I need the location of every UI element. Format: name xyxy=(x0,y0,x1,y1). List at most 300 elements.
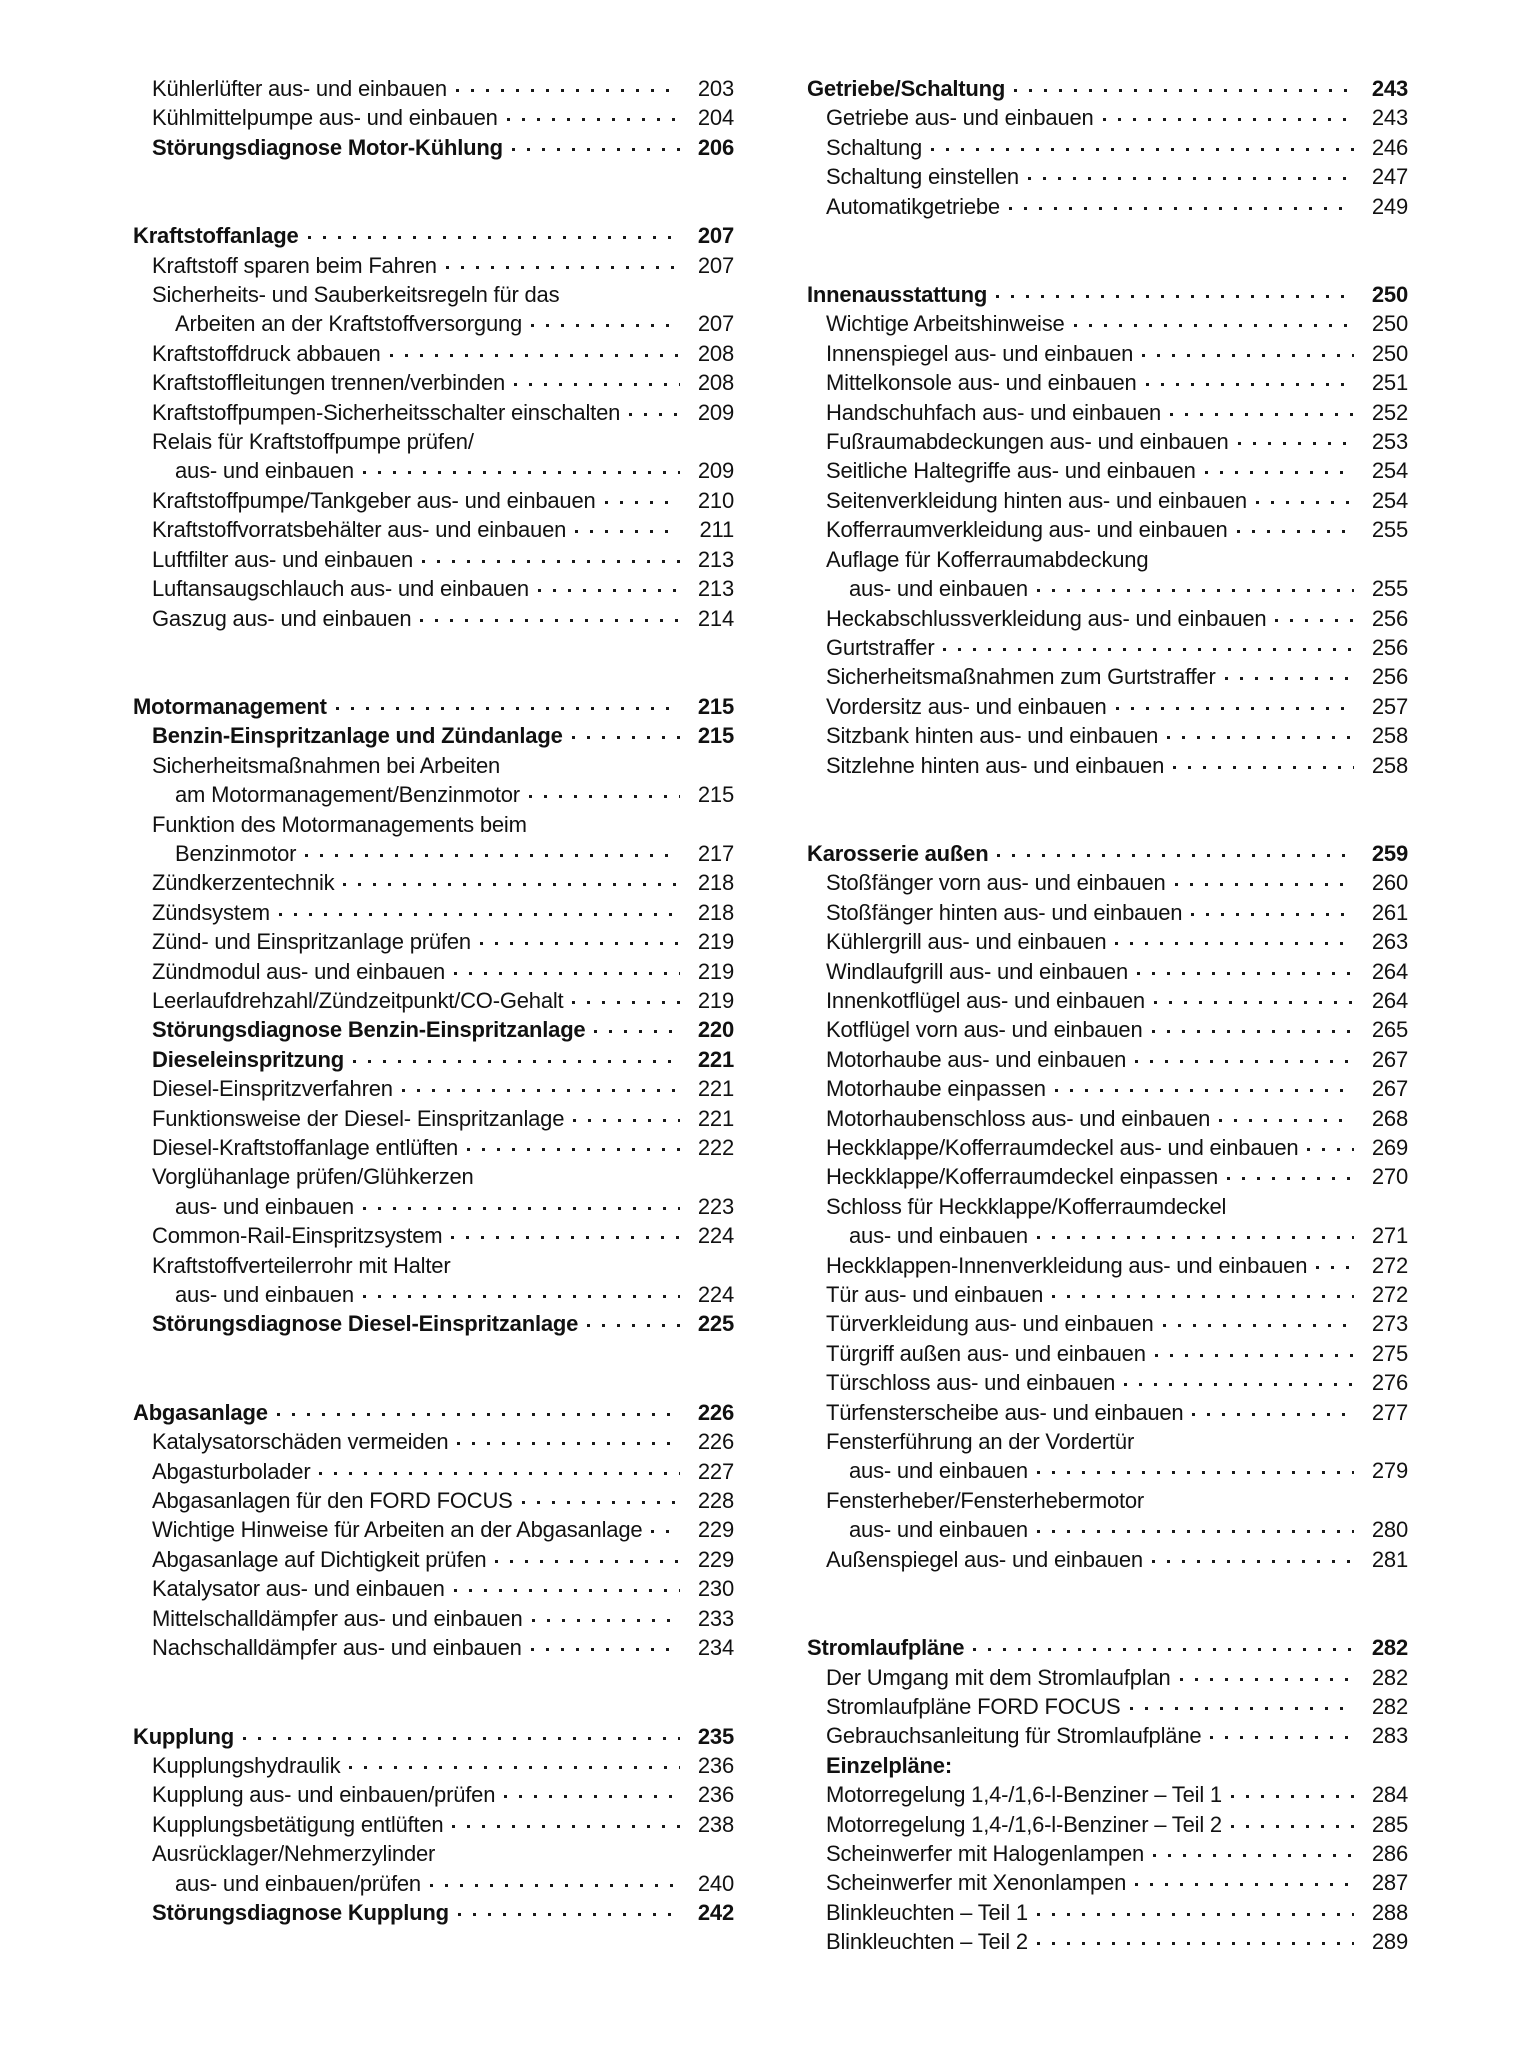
dot-leader xyxy=(1052,1280,1354,1302)
toc-entry xyxy=(133,1574,734,1603)
toc-entry-label: Kofferraumverkleidung aus- und einbauen xyxy=(826,517,1228,543)
toc-entry-label: Kraftstoffpumpen-Sicherheitsschalter einschalten xyxy=(152,399,621,425)
toc-page-number: 240 xyxy=(697,1870,734,1896)
toc-page-number: 215 xyxy=(697,693,734,719)
dot-leader xyxy=(931,133,1354,155)
toc-entry-label: Kupplungshydraulik xyxy=(152,1752,341,1778)
toc-page-number: 255 xyxy=(1371,576,1408,602)
toc-entry xyxy=(133,1192,734,1221)
dot-leader xyxy=(402,1074,680,1096)
toc-page-number: 249 xyxy=(1371,193,1408,219)
toc-entry xyxy=(807,574,1408,603)
toc-page-number: 219 xyxy=(697,987,734,1013)
dot-leader xyxy=(1175,868,1354,890)
dot-leader xyxy=(446,251,680,273)
toc-page-number: 238 xyxy=(697,1811,734,1837)
toc-entry-label: Kraftstoffdruck abbauen xyxy=(152,340,381,366)
toc-entry-label: Automatikgetriebe xyxy=(826,193,1000,219)
toc-entry xyxy=(807,1280,1408,1309)
toc-page-number: 247 xyxy=(1371,164,1408,190)
toc-section-header xyxy=(807,1633,1408,1662)
toc-entry-label: Getriebe aus- und einbauen xyxy=(826,105,1094,131)
dot-leader xyxy=(1219,1104,1354,1126)
dot-leader xyxy=(1124,1368,1354,1390)
toc-entry xyxy=(807,162,1408,191)
dot-leader xyxy=(973,1633,1354,1655)
toc-section xyxy=(133,221,734,633)
dot-leader xyxy=(575,515,680,537)
toc-entry-label: Der Umgang mit dem Stromlaufplan xyxy=(826,1664,1171,1690)
toc-entry-label: Motormanagement xyxy=(133,693,327,719)
toc-entry xyxy=(133,545,734,574)
toc-page-number: 213 xyxy=(697,576,734,602)
toc-page-number: 256 xyxy=(1371,634,1408,660)
toc-entry-label: Abgasanlage xyxy=(133,1399,268,1425)
toc-entry xyxy=(807,1927,1408,1956)
toc-entry xyxy=(133,868,734,897)
toc-page-number: 254 xyxy=(1371,458,1408,484)
toc-page-number: 224 xyxy=(697,1223,734,1249)
toc-entry xyxy=(807,1427,1408,1456)
toc-entry-label: Fensterheber/Fensterhebermotor xyxy=(826,1487,1145,1513)
toc-entry-label: Abgasanlage auf Dichtigkeit prüfen xyxy=(152,1546,487,1572)
toc-entry-label: aus- und einbauen xyxy=(175,1282,354,1308)
toc-page-number: 276 xyxy=(1371,1370,1408,1396)
toc-page-number: 272 xyxy=(1371,1282,1408,1308)
toc-entry-label: Heckklappe/Kofferraumdeckel aus- und einbauen xyxy=(826,1135,1299,1160)
toc-entry-label: Tür aus- und einbauen xyxy=(826,1282,1044,1308)
toc-page-number: 250 xyxy=(1371,282,1408,308)
toc-entry-label: Innenkotflügel aus- und einbauen xyxy=(826,987,1145,1013)
toc-entry xyxy=(807,721,1408,750)
toc-entry xyxy=(807,368,1408,397)
toc-entry-label: Schloss für Heckklappe/Kofferraumdeckel xyxy=(826,1193,1227,1219)
dot-leader xyxy=(1103,103,1354,125)
toc-page-number: 218 xyxy=(697,870,734,896)
toc-entry-label: Störungsdiagnose Diesel-Einspritzanlage xyxy=(152,1311,579,1337)
toc-entry xyxy=(133,1545,734,1574)
toc-entry xyxy=(807,1339,1408,1368)
dot-leader xyxy=(279,898,680,920)
toc-entry xyxy=(807,1868,1408,1897)
toc-entry-label: Kupplung aus- und einbauen/prüfen xyxy=(152,1782,496,1808)
toc-entry xyxy=(133,515,734,544)
dot-leader xyxy=(1231,1780,1354,1802)
toc-entry xyxy=(807,192,1408,221)
dot-leader xyxy=(1115,927,1354,949)
toc-entry xyxy=(807,1692,1408,1721)
toc-entry-label: Sitzlehne hinten aus- und einbauen xyxy=(826,752,1165,778)
toc-entry-label: Heckabschlussverkleidung aus- und einbauen xyxy=(826,605,1267,631)
dot-leader xyxy=(514,368,680,390)
toc-page-number: 206 xyxy=(697,134,734,160)
dot-leader xyxy=(997,839,1354,861)
toc-page-number: 286 xyxy=(1371,1840,1408,1866)
toc-page-number: 209 xyxy=(697,458,734,484)
toc-entry xyxy=(133,839,734,868)
dot-leader xyxy=(343,868,680,890)
toc-entry xyxy=(807,1309,1408,1338)
toc-entry xyxy=(133,280,734,309)
toc-entry-label: Türschloss aus- und einbauen xyxy=(826,1370,1116,1396)
toc-entry-label: Sicherheits- und Sauberkeitsregeln für das xyxy=(152,282,560,308)
toc-page-number: 250 xyxy=(1371,311,1408,337)
dot-leader xyxy=(532,1604,681,1626)
dot-leader xyxy=(1014,74,1354,96)
dot-leader xyxy=(504,1780,680,1802)
dot-leader xyxy=(1037,574,1354,596)
dot-leader xyxy=(1037,1221,1354,1243)
toc-entry xyxy=(133,398,734,427)
toc-entry-label: Arbeiten an der Kraftstoffversorgung xyxy=(175,311,523,337)
toc-entry-label: Relais für Kraftstoffpumpe prüfen/ xyxy=(152,429,474,455)
toc-entry xyxy=(807,662,1408,691)
toc-entry xyxy=(807,633,1408,662)
toc-entry xyxy=(133,1486,734,1515)
toc-page-number: 215 xyxy=(697,782,734,808)
dot-leader xyxy=(1225,662,1354,684)
toc-page-number: 221 xyxy=(697,1076,734,1102)
toc-page-number: 277 xyxy=(1371,1399,1408,1425)
toc-entry-label: aus- und einbauen xyxy=(175,1193,354,1219)
toc-page-number: 243 xyxy=(1371,76,1408,101)
toc-entry xyxy=(133,1633,734,1662)
toc-entry xyxy=(807,1015,1408,1044)
toc-page-number: 252 xyxy=(1371,399,1408,425)
toc-entry-label: Stoßfänger hinten aus- und einbauen xyxy=(826,899,1183,925)
toc-page-number: 203 xyxy=(697,76,734,101)
toc-page-number: 270 xyxy=(1371,1164,1408,1190)
toc-section xyxy=(807,1633,1408,1956)
toc-page-number: 222 xyxy=(697,1135,734,1160)
toc-page-number: 236 xyxy=(697,1752,734,1778)
toc-page-number: 220 xyxy=(697,1017,734,1043)
toc-entry-label: aus- und einbauen xyxy=(849,576,1028,602)
dot-leader xyxy=(1037,1456,1354,1478)
toc-page-number: 275 xyxy=(1371,1340,1408,1366)
toc-entry-label: Kühlergrill aus- und einbauen xyxy=(826,929,1107,955)
toc-page-number: 219 xyxy=(697,929,734,955)
dot-leader xyxy=(1074,309,1354,331)
toc-entry-label: aus- und einbauen xyxy=(175,458,354,484)
dot-leader xyxy=(363,1280,680,1302)
dot-leader xyxy=(390,339,680,361)
toc-page-number: 269 xyxy=(1371,1135,1408,1160)
dot-leader xyxy=(277,1398,680,1420)
toc-page-number: 258 xyxy=(1371,752,1408,778)
toc-entry xyxy=(807,1780,1408,1809)
toc-entry-label: Wichtige Arbeitshinweise xyxy=(826,311,1065,337)
toc-entry-label: Nachschalldämpfer aus- und einbauen xyxy=(152,1635,522,1661)
toc-entry-label: Dieseleinspritzung xyxy=(152,1046,344,1072)
toc-entry-label: Stromlaufpläne xyxy=(807,1635,965,1661)
dot-leader xyxy=(531,309,680,331)
toc-entry xyxy=(133,1839,734,1868)
dot-leader xyxy=(452,1810,680,1832)
toc-page-number: 287 xyxy=(1371,1870,1408,1896)
dot-leader xyxy=(363,456,680,478)
toc-page-number: 264 xyxy=(1371,987,1408,1013)
dot-leader xyxy=(305,839,680,861)
dot-leader xyxy=(605,486,680,508)
toc-entry xyxy=(133,1104,734,1133)
toc-entry-label: Innenausstattung xyxy=(807,282,988,308)
toc-entry-label: Heckklappen-Innenverkleidung aus- und einbauen xyxy=(826,1252,1308,1278)
toc-page-number: 208 xyxy=(697,370,734,396)
toc-page-number: 218 xyxy=(697,899,734,925)
dot-leader xyxy=(1205,456,1354,478)
toc-entry-label: Einzelpläne: xyxy=(826,1752,952,1778)
toc-entry-label: Stromlaufpläne FORD FOCUS xyxy=(826,1693,1121,1719)
toc-page-number: 258 xyxy=(1371,723,1408,749)
dot-leader xyxy=(1037,1927,1354,1949)
toc-entry-label: Außenspiegel aus- und einbauen xyxy=(826,1546,1143,1572)
toc-entry-label: Sitzbank hinten aus- und einbauen xyxy=(826,723,1159,749)
dot-leader xyxy=(1227,1162,1354,1184)
dot-leader xyxy=(1192,1398,1354,1420)
toc-page-number: 259 xyxy=(1371,840,1408,866)
toc-page-number: 217 xyxy=(697,840,734,866)
dot-leader xyxy=(1135,1868,1354,1890)
toc-entry xyxy=(133,957,734,986)
toc-entry-label: Abgasanlagen für den FORD FOCUS xyxy=(152,1488,513,1514)
dot-leader xyxy=(451,1221,680,1243)
toc-entry xyxy=(807,339,1408,368)
toc-page-number: 256 xyxy=(1371,605,1408,631)
toc-entry-label: Blinkleuchten – Teil 2 xyxy=(826,1929,1028,1955)
toc-entry xyxy=(807,1486,1408,1515)
toc-page-number: 246 xyxy=(1371,134,1408,160)
toc-page-number: 209 xyxy=(697,399,734,425)
toc-entry xyxy=(807,1074,1408,1103)
toc-entry xyxy=(133,1162,734,1191)
dot-leader xyxy=(1154,986,1354,1008)
toc-entry xyxy=(807,1839,1408,1868)
toc-entry-label: Motorregelung 1,4-/1,6-l-Benziner – Teil 2 xyxy=(826,1811,1222,1837)
toc-section xyxy=(807,839,1408,1574)
toc-entry xyxy=(133,427,734,456)
toc-entry-label: Karosserie außen xyxy=(807,840,989,866)
dot-leader xyxy=(572,721,680,743)
toc-entry-label: Schaltung einstellen xyxy=(826,164,1019,190)
toc-entry xyxy=(807,1251,1408,1280)
dot-leader xyxy=(458,1898,680,1920)
toc-entry xyxy=(807,986,1408,1015)
toc-page-number: 207 xyxy=(697,252,734,278)
toc-entry xyxy=(807,898,1408,927)
toc-section-header xyxy=(133,1722,734,1751)
toc-entry xyxy=(133,1869,734,1898)
toc-entry-label: Störungsdiagnose Benzin-Einspritzanlage xyxy=(152,1017,586,1043)
toc-entry xyxy=(133,103,734,132)
toc-entry xyxy=(133,456,734,485)
toc-entry-label: Kühlmittelpumpe aus- und einbauen xyxy=(152,105,498,131)
dot-leader xyxy=(943,633,1354,655)
toc-entry-label: aus- und einbauen xyxy=(849,1223,1028,1249)
toc-page-number: 254 xyxy=(1371,487,1408,513)
toc-entry-label: Zündkerzentechnik xyxy=(152,870,335,896)
toc-entry-label: Störungsdiagnose Kupplung xyxy=(152,1899,449,1925)
toc-entry xyxy=(807,545,1408,574)
toc-entry-label: Ausrücklager/Nehmerzylinder xyxy=(152,1841,436,1867)
toc-entry-label: Motorregelung 1,4-/1,6-l-Benziner – Teil 1 xyxy=(826,1782,1222,1808)
toc-entry-label: Sicherheitsmaßnahmen zum Gurtstraffer xyxy=(826,664,1216,690)
dot-leader xyxy=(243,1722,680,1744)
toc-page-number: 221 xyxy=(697,1105,734,1131)
dot-leader xyxy=(1167,721,1354,743)
toc-entry xyxy=(807,604,1408,633)
toc-entry-label: Scheinwerfer mit Halogenlampen xyxy=(826,1840,1145,1866)
toc-entry xyxy=(807,1104,1408,1133)
toc-entry xyxy=(133,1280,734,1309)
toc-entry-label: Funktion des Motormanagements beim xyxy=(152,811,527,837)
toc-page-number: 265 xyxy=(1371,1017,1408,1043)
toc-entry-label: Motorhaube einpassen xyxy=(826,1076,1046,1102)
toc-entry-label: Kotflügel vorn aus- und einbauen xyxy=(826,1017,1143,1043)
toc-entry xyxy=(807,1162,1408,1191)
dot-leader xyxy=(480,927,680,949)
dot-leader xyxy=(996,280,1354,302)
toc-page-number: 208 xyxy=(697,340,734,366)
toc-page-number: 280 xyxy=(1371,1517,1408,1543)
toc-entry-label: Kraftstoffanlage xyxy=(133,223,299,249)
toc-entry-label: aus- und einbauen xyxy=(849,1458,1028,1484)
toc-entry xyxy=(807,1810,1408,1839)
toc-entry-label: Zündmodul aus- und einbauen xyxy=(152,958,446,984)
dot-leader xyxy=(454,957,680,979)
toc-entry-label: Auflage für Kofferraumabdeckung xyxy=(826,546,1149,572)
toc-page-number: 226 xyxy=(697,1429,734,1455)
toc-page-number: 224 xyxy=(697,1282,734,1308)
toc-page-number: 233 xyxy=(697,1605,734,1631)
toc-entry-label: Gurtstraffer xyxy=(826,634,935,660)
toc-section-header xyxy=(133,1398,734,1427)
toc-entry-label: Türverkleidung aus- und einbauen xyxy=(826,1311,1154,1337)
toc-page-number: 257 xyxy=(1371,693,1408,719)
toc-entry xyxy=(807,427,1408,456)
toc-entry-label: Wichtige Hinweise für Arbeiten an der Abgasanlage xyxy=(152,1517,643,1543)
toc-page-number: 204 xyxy=(697,105,734,131)
toc-entry-label: Mittelschalldämpfer aus- und einbauen xyxy=(152,1605,523,1631)
toc-page-number: 271 xyxy=(1371,1223,1408,1249)
toc-page-number: 272 xyxy=(1371,1252,1408,1278)
toc-entry-label: Kraftstoffverteilerrohr mit Halter xyxy=(152,1252,451,1278)
toc-entry-label: Störungsdiagnose Motor-Kühlung xyxy=(152,134,503,160)
toc-entry xyxy=(133,368,734,397)
toc-page-number: 243 xyxy=(1371,105,1408,131)
dot-leader xyxy=(1116,692,1354,714)
toc-entry xyxy=(807,1221,1408,1250)
toc-entry xyxy=(133,1515,734,1544)
toc-section xyxy=(807,280,1408,780)
toc-entry-label: Motorhaube aus- und einbauen xyxy=(826,1046,1127,1072)
toc-section xyxy=(133,1722,734,1928)
toc-section-header xyxy=(807,839,1408,868)
toc-entry-label: Scheinwerfer mit Xenonlampen xyxy=(826,1870,1127,1896)
toc-entry-label: Seitliche Haltegriffe aus- und einbauen xyxy=(826,458,1196,484)
toc-entry-label: Gaszug aus- und einbauen xyxy=(152,605,412,631)
toc-page-number: 215 xyxy=(697,723,734,749)
toc-entry xyxy=(133,986,734,1015)
dot-leader xyxy=(1163,1309,1355,1331)
toc-entry xyxy=(807,1045,1408,1074)
dot-leader xyxy=(1009,192,1354,214)
toc-entry xyxy=(807,1515,1408,1544)
toc-page-number: 263 xyxy=(1371,929,1408,955)
toc-entry xyxy=(807,1721,1408,1750)
toc-entry xyxy=(807,1545,1408,1574)
dot-leader xyxy=(529,780,680,802)
dot-leader xyxy=(456,74,680,96)
toc-entry-label: Kupplung xyxy=(133,1723,235,1749)
toc-entry xyxy=(807,868,1408,897)
dot-leader xyxy=(1028,162,1354,184)
dot-leader xyxy=(1316,1251,1354,1273)
toc-entry xyxy=(807,1456,1408,1485)
toc-entry-label: Kraftstoff sparen beim Fahren xyxy=(152,252,437,278)
toc-page-number: 256 xyxy=(1371,664,1408,690)
toc-entry-label: Kupplungsbetätigung entlüften xyxy=(152,1811,444,1837)
toc-entry xyxy=(133,1898,734,1927)
toc-page-number: 268 xyxy=(1371,1105,1408,1131)
toc-entry-label: aus- und einbauen/prüfen xyxy=(175,1870,421,1896)
dot-leader xyxy=(1191,898,1354,920)
toc-entry-label: Handschuhfach aus- und einbauen xyxy=(826,399,1162,425)
toc-page-number: 228 xyxy=(697,1488,734,1514)
toc-entry xyxy=(133,1045,734,1074)
toc-page-number: 273 xyxy=(1371,1311,1408,1337)
toc-entry-label: Schaltung xyxy=(826,134,923,160)
dot-leader xyxy=(1142,339,1354,361)
toc-entry-label: Fußraumabdeckungen aus- und einbauen xyxy=(826,429,1229,455)
toc-entry-label: Diesel-Kraftstoffanlage entlüften xyxy=(152,1135,459,1160)
toc-entry xyxy=(807,103,1408,132)
toc-entry xyxy=(133,1221,734,1250)
toc-page-number: 281 xyxy=(1371,1546,1408,1572)
dot-leader xyxy=(1173,751,1354,773)
toc-column-left xyxy=(133,74,734,1927)
toc-page-number: 260 xyxy=(1371,870,1408,896)
dot-leader xyxy=(1210,1721,1354,1743)
dot-leader xyxy=(573,1104,680,1126)
dot-leader xyxy=(1130,1692,1354,1714)
toc-entry-label: Benzin-Einspritzanlage und Zündanlage xyxy=(152,723,563,749)
toc-entry xyxy=(807,1192,1408,1221)
toc-entry-label: Zünd- und Einspritzanlage prüfen xyxy=(152,929,471,955)
toc-entry xyxy=(807,1898,1408,1927)
dot-leader xyxy=(308,221,681,243)
dot-leader xyxy=(1137,957,1354,979)
dot-leader xyxy=(349,1751,680,1773)
toc-entry xyxy=(807,1663,1408,1692)
toc-entry xyxy=(807,692,1408,721)
toc-entry xyxy=(133,251,734,280)
dot-leader xyxy=(1307,1133,1354,1155)
toc-entry-label: Kraftstoffvorratsbehälter aus- und einbauen xyxy=(152,517,567,543)
toc-section-header xyxy=(133,221,734,250)
dot-leader xyxy=(1055,1074,1354,1096)
toc-entry xyxy=(133,1427,734,1456)
dot-leader xyxy=(1135,1045,1354,1067)
toc-entry xyxy=(133,1457,734,1486)
toc-section xyxy=(133,692,734,1339)
toc-page-number: 229 xyxy=(697,1517,734,1543)
toc-entry xyxy=(133,339,734,368)
dot-leader xyxy=(363,1192,680,1214)
toc-entry-label: Sicherheitsmaßnahmen bei Arbeiten xyxy=(152,752,501,778)
toc-page-number: 210 xyxy=(697,487,734,513)
toc-page-number: 235 xyxy=(697,1723,734,1749)
